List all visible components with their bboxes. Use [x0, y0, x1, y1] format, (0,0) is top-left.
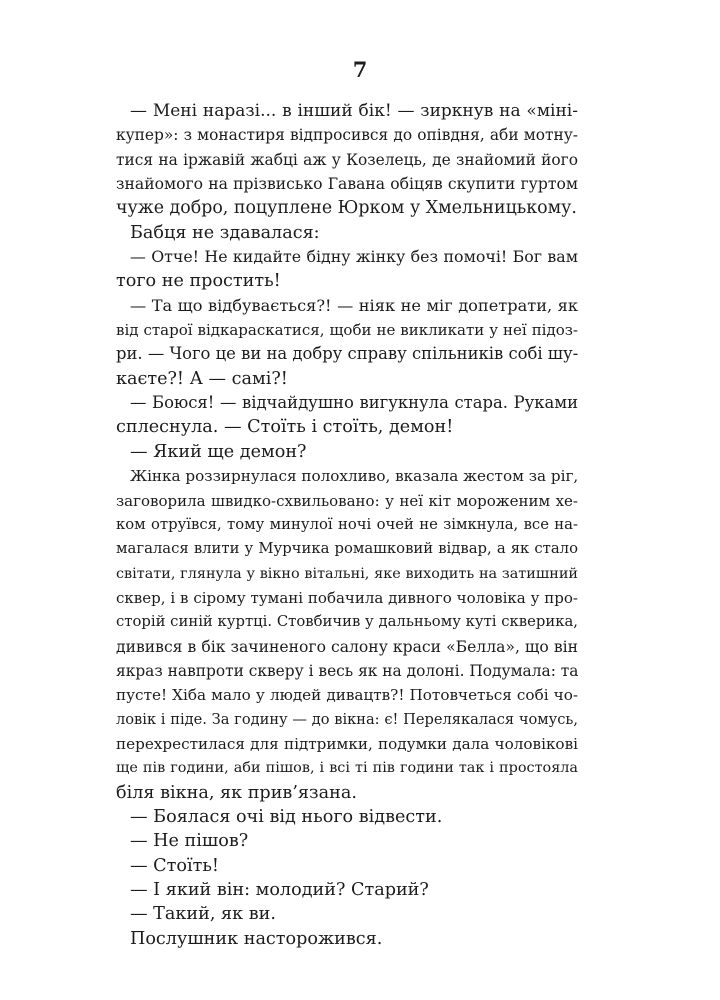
text-line: світати, глянула у вікно вітальні, яке виходить на затишний — [116, 565, 578, 582]
body-text — [116, 99, 578, 951]
page-number: 7 — [352, 57, 368, 82]
text-line: магалася влити у Мурчика ромашковий відвар, а як стало — [116, 540, 578, 558]
text-line: купер»: з монастиря відпросився до опівдня, аби мотну- — [116, 126, 578, 145]
text-line: дивився в бік зачиненого салону краси «Белла», що він — [116, 637, 578, 656]
text-line: сплеснула. — Стоїть і стоїть, демон! — [116, 417, 454, 438]
text-line: — Такий, як ви. — [130, 904, 276, 925]
text-line: — Боюся! — відчайдушно вигукнула стара. Руками — [130, 393, 578, 413]
text-line: — Мені наразі... в інший бік! — зиркнув на «міні- — [130, 101, 578, 121]
text-line: заговорила швидко-схвильовано: у неї кіт мороженим хе- — [116, 491, 578, 510]
text-line: — Який ще демон? — [130, 441, 307, 462]
text-line: сторій синій куртці. Стовбичив у дальньому куті скверика, — [116, 613, 578, 631]
text-line: ловік і піде. За годину — до вікна: є! Перелякалася чомусь, — [116, 710, 578, 728]
text-line: — Боялася очі від нього відвести. — [130, 806, 443, 827]
text-line: Бабця не здавалася: — [130, 222, 320, 243]
text-line: ком отруївся, тому минулої ночі очей не зімкнула, все на- — [116, 515, 578, 533]
text-line: чуже добро, поцуплене Юрком у Хмельницькому. — [116, 198, 577, 219]
text-line: тися на іржавій жабці аж у Козелець, де знайомий його — [116, 150, 578, 169]
text-line: перехрестилася для підтримки, подумки дала чоловікові — [116, 734, 578, 753]
text-line: знайомого на прізвисько Гавана обіцяв скупити гуртом — [116, 175, 578, 194]
text-line: — Стоїть! — [130, 855, 219, 876]
text-line: Жінка роззирнулася полохливо, вказала жестом за ріг, — [130, 467, 579, 486]
text-line: від старої відкараскатися, щоби не викликати у неї підоз- — [116, 321, 578, 340]
text-line: пусте! Хіба мало у людей дивацтв?! Потовчеться собі чо- — [116, 686, 578, 705]
text-line: Послушник насторожився. — [130, 928, 383, 949]
text-line: ри. — Чого це ви на добру справу спільників собі шу- — [116, 344, 579, 364]
text-line: біля вікна, як прив’язана. — [116, 782, 357, 803]
text-line: ще пів години, аби пішов, і всі ті пів години так і простояла — [116, 760, 578, 777]
text-line: — І який він: молодий? Старий? — [130, 880, 429, 900]
text-line: — Отче! Не кидайте бідну жінку без помочі! Бог вам — [130, 247, 578, 267]
text-line: — Та що відбувається?! — ніяк не міг допетрати, як — [130, 295, 578, 315]
text-line: сквер, і в сірому тумані побачила дивного чоловіка у про- — [116, 588, 578, 607]
text-line: якраз навпроти скверу і весь як на долоні. Подумала: та — [116, 661, 579, 680]
text-line: того не простить! — [116, 271, 281, 292]
text-line: каєте?! А — самі?! — [116, 368, 288, 389]
text-line: — Не пішов? — [130, 831, 249, 852]
